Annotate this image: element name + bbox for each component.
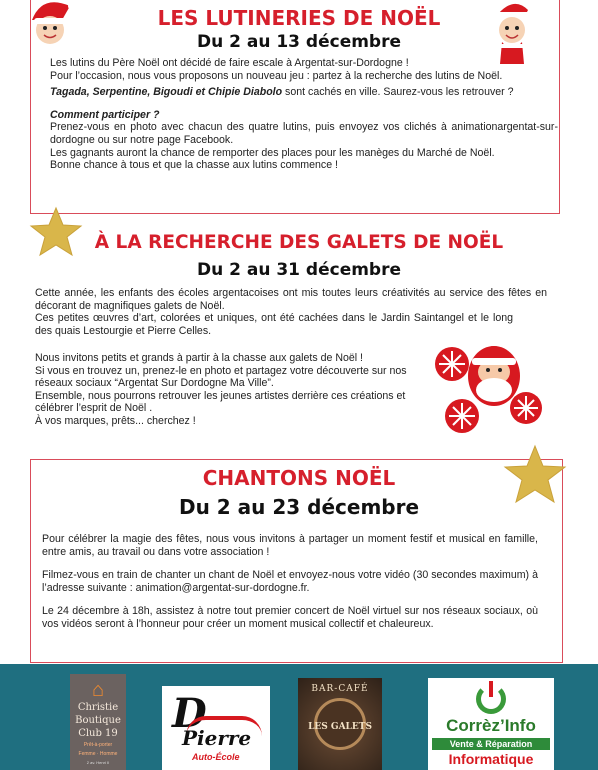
section1-p4: Prenez-vous en photo avec chacun des quatre lutins, puis envoyez vos clichés à animationargentat-sur-dordogne ou sur notre page Facebook. — [50, 121, 558, 146]
section1-body — [50, 57, 558, 172]
section1-p1: Les lutins du Père Noël ont décidé de faire escale à Argentat-sur-Dordogne ! — [50, 57, 409, 69]
christie-boutique-logo[interactable]: ⌂ Christie Boutique Club 19 Prêt-à-porter Femme · Homme 2 av. Henri II — [70, 674, 126, 770]
section2-p1: Cette année, les enfants des écoles argentacoises ont mis toutes leurs créativités au service des fêtes en décorant de magnifiques galets de Noël. — [35, 287, 547, 312]
section3-title: CHANTONS NOËL — [202, 466, 396, 490]
sponsor-footer — [0, 664, 598, 770]
elf-names: Tagada, Serpentine, Bigoudi et Chipie Diabolo — [50, 86, 283, 99]
bar-les-galets-logo[interactable]: BAR-CAFÉ LES GALETS — [298, 678, 382, 770]
section1-p6: Bonne chance à tous et que la chasse aux lutins commence ! — [50, 159, 338, 172]
how-to-participate-heading: Comment participer ? — [50, 108, 160, 121]
section2-p2: Ces petites œuvres d’art, colorées et uniques, ont été cachées dans le Jardin Saintangel et le long des quais Lestourgie et Pierre Celles. — [35, 312, 513, 337]
section1-p5: Les gagnants auront la chance de remporter des places pour les manèges du Marché de Noël. — [50, 146, 495, 159]
hanger-icon: ⌂ — [91, 679, 105, 701]
section2-p6: À vos marques, prêts... cherchez ! — [35, 414, 196, 427]
section1-p3 — [50, 86, 558, 99]
section1-p3-rest: sont cachés en ville. Saurez-vous les retrouver ? — [282, 86, 514, 99]
section3-p1: Pour célébrer la magie des fêtes, nous vous invitons à partager un moment festif et musical en famille, entre amis, au travail ou dans votre association ! — [42, 533, 538, 558]
section2-dates: Du 2 au 31 décembre — [196, 260, 402, 280]
santa-stone-icon — [432, 332, 552, 442]
power-icon — [476, 684, 506, 714]
section1-dates: Du 2 au 13 décembre — [196, 32, 402, 52]
section3-p3: Le 24 décembre à 18h, assistez à notre tout premier concert de Noël virtuel sur nos réseaux sociaux, où vos vidéos seront à l’honneur pour créer un moment musical collectif et chaleureux. — [42, 605, 538, 630]
section2-p3: Nous invitons petits et grands à partir à la chasse aux galets de Noël ! — [35, 352, 363, 364]
correz-info-logo[interactable]: Corrèz’Info Vente & Réparation Informatique — [428, 678, 554, 770]
section2-p4: Si vous en trouvez un, prenez-le en photo et partagez votre découverte sur nos réseaux sociaux “Argentat Sur Dordogne Ma Ville”. — [35, 364, 407, 390]
section2-p5: Ensemble, nous pourrons retrouver les jeunes artistes derrière ces créations et célébrer l’esprit de Noël . — [35, 389, 406, 415]
section3-p2: Filmez-vous en train de chanter un chant de Noël et envoyez-nous votre vidéo (30 secondes maximum) à l’adresse suivante : animation@argentat-sur-dordogne.fr. — [42, 569, 538, 594]
section2-body-top — [35, 287, 547, 337]
section3-dates: Du 2 au 23 décembre — [178, 495, 420, 519]
section3-body — [42, 533, 538, 631]
pierre-auto-ecole-logo[interactable]: D Pierre Auto-École — [162, 686, 270, 770]
section2-title: À LA RECHERCHE DES GALETS DE NOËL — [94, 232, 504, 253]
section1-p2: Pour l’occasion, nous vous proposons un nouveau jeu : partez à la recherche des lutins de Noël. — [50, 69, 503, 82]
section1-title: LES LUTINERIES DE NOËL — [157, 6, 441, 30]
section2-body-bottom — [35, 352, 417, 428]
